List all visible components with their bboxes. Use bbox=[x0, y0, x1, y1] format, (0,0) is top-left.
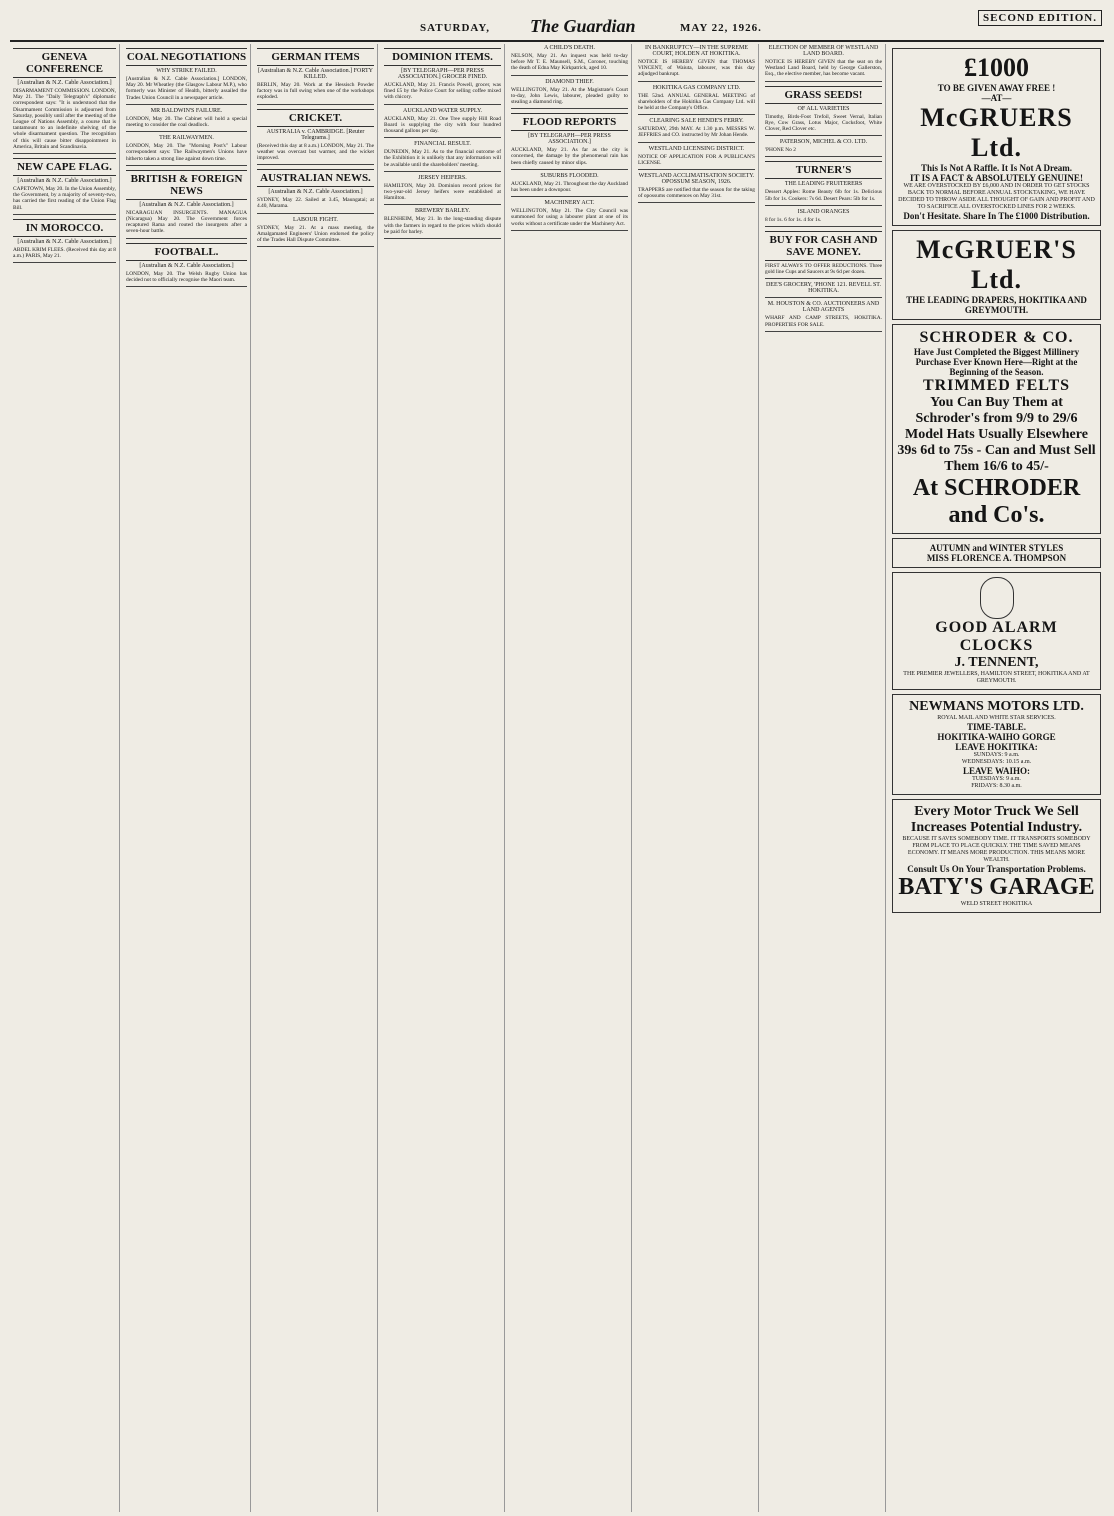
article-body: AUCKLAND, May 21. As far as the city is concerned, the damage by the phenomenal rain has been chiefly caused by minor slips. bbox=[511, 147, 628, 166]
article-subhead: MR BALDWIN'S FAILURE. bbox=[150, 107, 223, 114]
truck-head: Every Motor Truck We Sell Increases Potential Industry. bbox=[910, 804, 1083, 835]
article-subhead: WHY STRIKE FAILED. bbox=[156, 68, 217, 74]
article-body: NICARAGUAN INSURGENTS. MANAGUA (Nicaragua) May 20. The Government forces recaptured Rama and routed the insurgents after a seven-hour battle. bbox=[126, 209, 247, 235]
ad-sub-2: THE LEADING DRAPERS, HOKITIKA AND GREYMOUTH. bbox=[906, 295, 1087, 315]
article-subhead: [Australian & N.Z. Cable Association.] bbox=[17, 80, 112, 86]
newmans-leave2: LEAVE WAIHO: bbox=[963, 766, 1030, 776]
newmans-sun: SUNDAYS: 9 a.m. bbox=[973, 752, 1020, 758]
newmans-leave: LEAVE HOKITIKA: bbox=[955, 742, 1038, 752]
article-body: DUNEDIN, May 21. As to the financial outcome of the Exhibition it is unlikely that any information will be available until the shareholders' meeting. bbox=[384, 149, 501, 168]
article-subhead: [Australian & N.Z. Cable Association.] bbox=[17, 178, 112, 185]
article-divider bbox=[638, 114, 755, 115]
article-divider bbox=[765, 331, 882, 332]
autumn-ad bbox=[892, 538, 1101, 568]
article-subhead: [Australian & N.Z. Cable Association.] bbox=[139, 262, 234, 269]
article-headline: BRITISH & FOREIGN NEWS bbox=[126, 170, 247, 200]
news-column-4 bbox=[381, 44, 505, 1512]
article-subhead: [Australian & N.Z. Cable Association.] FORTY KILLED. bbox=[258, 68, 373, 80]
masthead-edition: SECOND EDITION. bbox=[978, 10, 1102, 26]
article-divider bbox=[765, 135, 882, 136]
ads-column bbox=[889, 44, 1104, 1512]
baty-garage-ad bbox=[892, 799, 1101, 913]
article-divider bbox=[126, 131, 247, 132]
truck-body: BECAUSE IT SAVES SOMEBODY TIME. IT TRANSPORTS SOMEBODY FROM PLACE TO PLACE QUICKLY. THE TIME SAVED MEANS ECONOMY. IT MEANS MORE PRODUCTION. THIS MEANS MORE WEALTH. bbox=[902, 836, 1091, 863]
article-divider bbox=[257, 246, 374, 247]
news-column-6 bbox=[635, 44, 759, 1512]
article-subhead: WESTLAND LICENSING DISTRICT. bbox=[648, 145, 745, 152]
article-subhead: A CHILD'S DEATH. bbox=[544, 45, 595, 51]
article-subhead: M. HOUSTON & CO. AUCTIONEERS AND LAND AGENTS bbox=[767, 301, 880, 314]
article-body: LONDON, May 20. The Welsh Rugby Union has decided not to officially recognise the Maori team. bbox=[126, 270, 247, 283]
article-divider bbox=[384, 171, 501, 172]
article-subhead: HOKITIKA GAS COMPANY LTD. bbox=[652, 84, 741, 91]
newmans-tue: TUESDAYS: 9 a.m. bbox=[972, 776, 1021, 782]
newmans-time: TIME-TABLE. bbox=[966, 722, 1027, 732]
article-divider bbox=[765, 297, 882, 298]
article-body: NOTICE IS HEREBY GIVEN that THOMAS VINCENT, of Waiuta, labourer, was this day adjudged bankrupt. bbox=[638, 59, 755, 78]
news-column-1 bbox=[10, 44, 120, 1512]
article-divider bbox=[765, 226, 882, 227]
article-divider bbox=[384, 104, 501, 105]
article-body: NOTICE OF APPLICATION FOR A PUBLICAN'S LICENSE. bbox=[638, 153, 755, 166]
ad-at: —AT— bbox=[981, 93, 1012, 103]
ad-price: £1000 bbox=[964, 53, 1029, 82]
article-subhead: [BY TELEGRAPH—PER PRESS ASSOCIATION.] bbox=[528, 133, 611, 146]
article-subhead: BREWERY BARLEY. bbox=[414, 208, 470, 215]
article-divider bbox=[13, 153, 116, 154]
article-divider bbox=[13, 214, 116, 215]
article-body: NELSON, May 21. An inquest was held to-day before Mr T. E. Maunsell, S.M., Coroner, touching the death of Edna May Kirkpatrick, aged 10. bbox=[511, 53, 628, 72]
article-body: WHARF AND CAMP STREETS, HOKITIKA. PROPERTIES FOR SALE. bbox=[765, 315, 882, 328]
article-divider bbox=[384, 204, 501, 205]
article-subhead: AUCKLAND WATER SUPPLY. bbox=[402, 107, 483, 114]
article-divider bbox=[511, 75, 628, 76]
article-subhead: AUSTRALIA v. CAMBRIDGE. [Reuter Telegrams.] bbox=[266, 128, 365, 141]
article-divider bbox=[511, 108, 628, 109]
article-body: BLENHEIM, May 21. In the long-standing dispute with the farmers in regard to the prices which should be paid for barley. bbox=[384, 216, 501, 235]
article-subhead: SUBURBS FLOODED. bbox=[540, 172, 599, 179]
masthead-title: The Guardian bbox=[530, 16, 636, 36]
news-column-5 bbox=[508, 44, 632, 1512]
article-headline: GENEVA CONFERENCE bbox=[13, 48, 116, 78]
newmans-route: HOKITIKA-WAIHO GORGE bbox=[937, 732, 1056, 742]
tennent-name: J. TENNENT, bbox=[954, 655, 1039, 670]
newmans-name: NEWMANS MOTORS LTD. bbox=[909, 699, 1084, 714]
masthead-day: SATURDAY, bbox=[420, 22, 491, 34]
article-body: LONDON, May 20. The "Morning Post's" Labour correspondent says: The Railwaymen's Unions have hitherto taken a strong line against down time. bbox=[126, 143, 247, 162]
article-subhead: [Australian & N.Z. Cable Association.] bbox=[139, 201, 234, 208]
schroder-ad bbox=[892, 324, 1101, 534]
article-divider bbox=[638, 142, 755, 143]
article-divider bbox=[126, 286, 247, 287]
article-headline: AUSTRALIAN NEWS. bbox=[257, 169, 374, 187]
article-body: FIRST ALWAYS TO OFFER REDUCTIONS. Three gold line Cups and Saucers at 9s 6d per dozen. bbox=[765, 263, 882, 276]
article-subhead: [Australian & N.Z. Cable Association.] bbox=[268, 189, 363, 196]
article-divider bbox=[638, 202, 755, 203]
news-column-2 bbox=[123, 44, 251, 1512]
article-subhead: THE RAILWAYMEN. bbox=[159, 135, 214, 142]
article-body: 'PHONE No 2 bbox=[765, 147, 796, 154]
article-subhead: PATERSON, MICHEL & CO. LTD. bbox=[779, 139, 868, 146]
article-body: Timothy, Birds-Foot Trefoil, Sweet Vernal, Italian Rye, Cow Grass, Lotus Major, Cocksfoot, White Clover, Red Clover etc. bbox=[765, 113, 882, 133]
ad-brand: McGRUERS Ltd. bbox=[920, 103, 1073, 162]
truck-street: WELD STREET HOKITIKA bbox=[960, 901, 1033, 907]
article-headline: FLOOD REPORTS bbox=[511, 113, 628, 131]
article-subhead: [BY TELEGRAPH—PER PRESS ASSOCIATION.] GROCER FINED. bbox=[397, 68, 488, 80]
article-body: 8 for 1s. 6 for 1s. 4 for 1s. bbox=[765, 216, 822, 223]
article-divider bbox=[384, 137, 501, 138]
article-headline: TURNER'S bbox=[765, 161, 882, 179]
article-body: WELLINGTON, May 21. The City Council was summoned for using a labourer plant at one of its works without a certificate under the Machinery Act. bbox=[511, 208, 628, 227]
news-column-3 bbox=[254, 44, 378, 1512]
ad-body: WE ARE OVERSTOCKED BY £6,000 AND IN ORDER TO GET STOCKS BACK TO NORMAL BEFORE ANNUAL STOCKTAKING, WE HAVE DECIDED TO THROW ASIDE ALL THOUGHT OF GAIN AND PROFIT AND TO SACRIFICE ALL OVERSTOCKED LINES FOR 2 WEEKS. bbox=[898, 183, 1095, 210]
newmans-fri: FRIDAYS: 8.30 a.m. bbox=[971, 783, 1022, 789]
article-subhead: JERSEY HEIFERS. bbox=[418, 174, 467, 181]
article-subhead: WESTLAND ACCLIMATISATION SOCIETY. OPOSSUM SEASON, 1926. bbox=[638, 173, 755, 186]
article-body: SYDNEY, May 21. At a mass meeting, the Amalgamated Engineers' Union endorsed the policy of the Trades Hall Dispute Committee. bbox=[257, 224, 374, 244]
article-body: SYDNEY, May 22. Sailed at 3.45, Maungatai; at 4.40, Marama. bbox=[257, 197, 374, 210]
article-subhead: DIAMOND THIEF. bbox=[545, 78, 594, 85]
article-divider bbox=[384, 238, 501, 239]
newmans-wed: WEDNESDAYS: 10.15 a.m. bbox=[961, 759, 1032, 765]
article-subhead: ISLAND ORANGES bbox=[797, 208, 850, 215]
article-headline: GERMAN ITEMS bbox=[257, 48, 374, 66]
article-divider bbox=[638, 169, 755, 170]
news-column-7 bbox=[762, 44, 886, 1512]
article-body: NOTICE IS HEREBY GIVEN that the seat on the Westland Land Board, held by George Gallerston, Esq., the elective member, has become vacant. bbox=[765, 59, 882, 78]
article-subhead: DEE'S GROCERY, 'PHONE 121. REVELL ST. HOKITIKA. bbox=[765, 282, 882, 295]
article-body: CAPETOWN, May 20. In the Union Assembly, the Government, by a majority of seventy-two, has carried the first reading of the Union Flag Bill. bbox=[13, 186, 116, 211]
autumn-name: MISS FLORENCE A. THOMPSON bbox=[926, 553, 1067, 563]
alarm-head: GOOD ALARM CLOCKS bbox=[935, 619, 1058, 654]
article-subhead: ELECTION OF MEMBER OF WESTLAND LAND BOARD. bbox=[768, 45, 879, 57]
ad-raffle: This Is Not A Raffle. It Is Not A Dream. bbox=[920, 163, 1073, 173]
masthead-date: MAY 22, 1926. bbox=[680, 22, 762, 34]
article-body: TRAPPERS are notified that the season for the taking of opossums commences on May 31st. bbox=[638, 187, 755, 200]
article-divider bbox=[257, 164, 374, 165]
ad-genuine: IT IS A FACT & ABSOLUTELY GENUINE! bbox=[910, 173, 1083, 183]
article-body: [Australian & N.Z. Cable Association.] LONDON, May 20. Mr Wheatley (the Glasgow Labour M.P.), who formerly was Minister of Health, bitterly assailed the Trades Union Council in a newspaper article. bbox=[126, 76, 247, 101]
article-body: SATURDAY, 29th MAY. At 1.30 p.m. MESSRS W. JEFFRIES and CO. instructed by Mr Johan Hende. bbox=[638, 126, 755, 139]
article-subhead: CLEARING SALE HENDE'S FERRY. bbox=[649, 118, 744, 125]
article-divider bbox=[126, 104, 247, 105]
article-divider bbox=[765, 278, 882, 279]
autumn-head: AUTUMN and WINTER STYLES bbox=[929, 543, 1064, 553]
article-body: (Received this day at 8 a.m.) LONDON, May 21. The weather was overcast but warmer, and the wicket improved. bbox=[257, 142, 374, 162]
article-headline: NEW CAPE FLAG. bbox=[13, 158, 116, 176]
article-divider bbox=[126, 238, 247, 239]
truck-consult: Consult Us On Your Transportation Problems. bbox=[907, 864, 1086, 874]
article-subhead: [Australian & N.Z. Cable Association.] bbox=[17, 238, 112, 245]
felts-models: Model Hats Usually Elsewhere 39s 6d to 75s - Can and Must Sell Them 16/6 to 45/- bbox=[897, 427, 1096, 474]
article-body: ABDEL KRIM FLEES. (Received this day at 8 a.m.) PARIS, May 21. bbox=[13, 246, 116, 260]
article-divider bbox=[511, 169, 628, 170]
article-subhead: IN BANKRUPTCY—IN THE SUPREME COURT, HOLDEN AT HOKITIKA. bbox=[644, 45, 749, 57]
article-headline: BUY FOR CASH AND SAVE MONEY. bbox=[765, 231, 882, 261]
article-body: AUCKLAND, May 21. One Tree supply Hill Road Board is supplying the city with four hundred thousand gallons per day. bbox=[384, 115, 501, 135]
alarm-clock-ad bbox=[892, 572, 1101, 690]
newmans-ad bbox=[892, 694, 1101, 795]
felts-footer: At SCHRODER and Co's. bbox=[912, 475, 1081, 528]
article-body: Dessert Apples: Rome Beauty 6lb for 1s. Delicious 5lb for 1s. Cookers: 7s 6d. Desert Pears: 5lb for 1s. bbox=[765, 189, 882, 202]
article-headline: GRASS SEEDS! bbox=[765, 86, 882, 104]
article-divider bbox=[126, 165, 247, 166]
felts-price: You Can Buy Them at Schroder's from 9/9 to 29/6 bbox=[915, 395, 1078, 426]
newmans-sub: ROYAL MAIL AND WHITE STAR SERVICES. bbox=[937, 715, 1056, 721]
article-divider bbox=[511, 196, 628, 197]
article-body: DISARMAMENT COMMISSION. LONDON, May 21. The "Daily Telegraph's" diplomatic correspondent says: "It is understood that the Disarmament Commission is adjourned from Saturday, possibly until after the meeting of the League of Nations Assembly, a course that is tantamount to an indefinite shelving of the whole disarmament question. The recognition of this will cause bitter disappointment in America, Britain and Scandinavia. bbox=[13, 88, 116, 150]
ad-share: Don't Hesitate. Share In The £1000 Distribution. bbox=[903, 211, 1090, 221]
article-divider bbox=[765, 156, 882, 157]
article-headline: IN MOROCCO. bbox=[13, 219, 116, 237]
schroder-tag: Have Just Completed the Biggest Millinery Purchase Ever Known Here—Right at the Beginning of the Season. bbox=[913, 347, 1080, 377]
article-divider bbox=[257, 213, 374, 214]
article-divider bbox=[257, 104, 374, 105]
article-subhead: MACHINERY ACT. bbox=[544, 200, 595, 207]
article-divider bbox=[511, 230, 628, 231]
article-body: AUCKLAND, May 21. Throughout the day Auckland has been under a downpour. bbox=[511, 180, 628, 194]
schroder-name: SCHRODER & CO. bbox=[919, 329, 1074, 346]
masthead bbox=[10, 2, 1104, 42]
article-subhead: OF ALL VARIETIES bbox=[797, 105, 850, 112]
ad-brand-2: McGRUER'S Ltd. bbox=[916, 235, 1077, 294]
felts-head: TRIMMED FELTS bbox=[922, 377, 1071, 394]
article-headline: COAL NEGOTIATIONS bbox=[126, 48, 247, 66]
article-body: LONDON, May 20. The Cabinet will hold a special meeting to consider the coal deadlock. bbox=[126, 115, 247, 129]
tennent-sub: THE PREMIER JEWELLERS, HAMILTON STREET, HOKITIKA AND AT GREYMOUTH. bbox=[903, 671, 1090, 684]
article-subhead: LABOUR FIGHT. bbox=[293, 216, 338, 223]
truck-name: BATY'S GARAGE bbox=[898, 874, 1095, 900]
article-headline: FOOTBALL. bbox=[126, 243, 247, 261]
article-headline: CRICKET. bbox=[257, 109, 374, 127]
mcgruers-drapers-ad bbox=[892, 230, 1101, 320]
article-body: AUCKLAND, May 21. Francis Powell, grocer, was fined £5 by the Police Court for selling coffee mixed with chicory. bbox=[384, 82, 501, 101]
mcgruers-ad bbox=[892, 48, 1101, 226]
article-body: BERLIN, May 20. Work at the Hessisch Powder factory was in full swing when one of the workshops exploded. bbox=[257, 82, 374, 101]
article-body: WELLINGTON, May 21. At the Magistrate's Court to-day, John Lewis, labourer, pleaded guilty to stealing a diamond ring. bbox=[511, 86, 628, 106]
article-divider bbox=[765, 205, 882, 206]
article-divider bbox=[638, 81, 755, 82]
ad-tagline: TO BE GIVEN AWAY FREE ! bbox=[937, 83, 1056, 93]
article-divider bbox=[765, 81, 882, 82]
article-body: THE 52nd. ANNUAL GENERAL MEETING of shareholders of the Hokitika Gas Company Ltd. will be held at the Company's Office. bbox=[638, 92, 755, 112]
article-subhead: FINANCIAL RESULT. bbox=[414, 141, 471, 148]
article-divider bbox=[13, 262, 116, 263]
article-subhead: THE LEADING FRUITERERS bbox=[784, 181, 863, 188]
article-headline: DOMINION ITEMS. bbox=[384, 48, 501, 66]
clock-icon bbox=[980, 577, 1014, 619]
article-body: HAMILTON, May 20. Dominion record prices for two-year-old Jersey heifers were established at Hamilton. bbox=[384, 182, 501, 202]
